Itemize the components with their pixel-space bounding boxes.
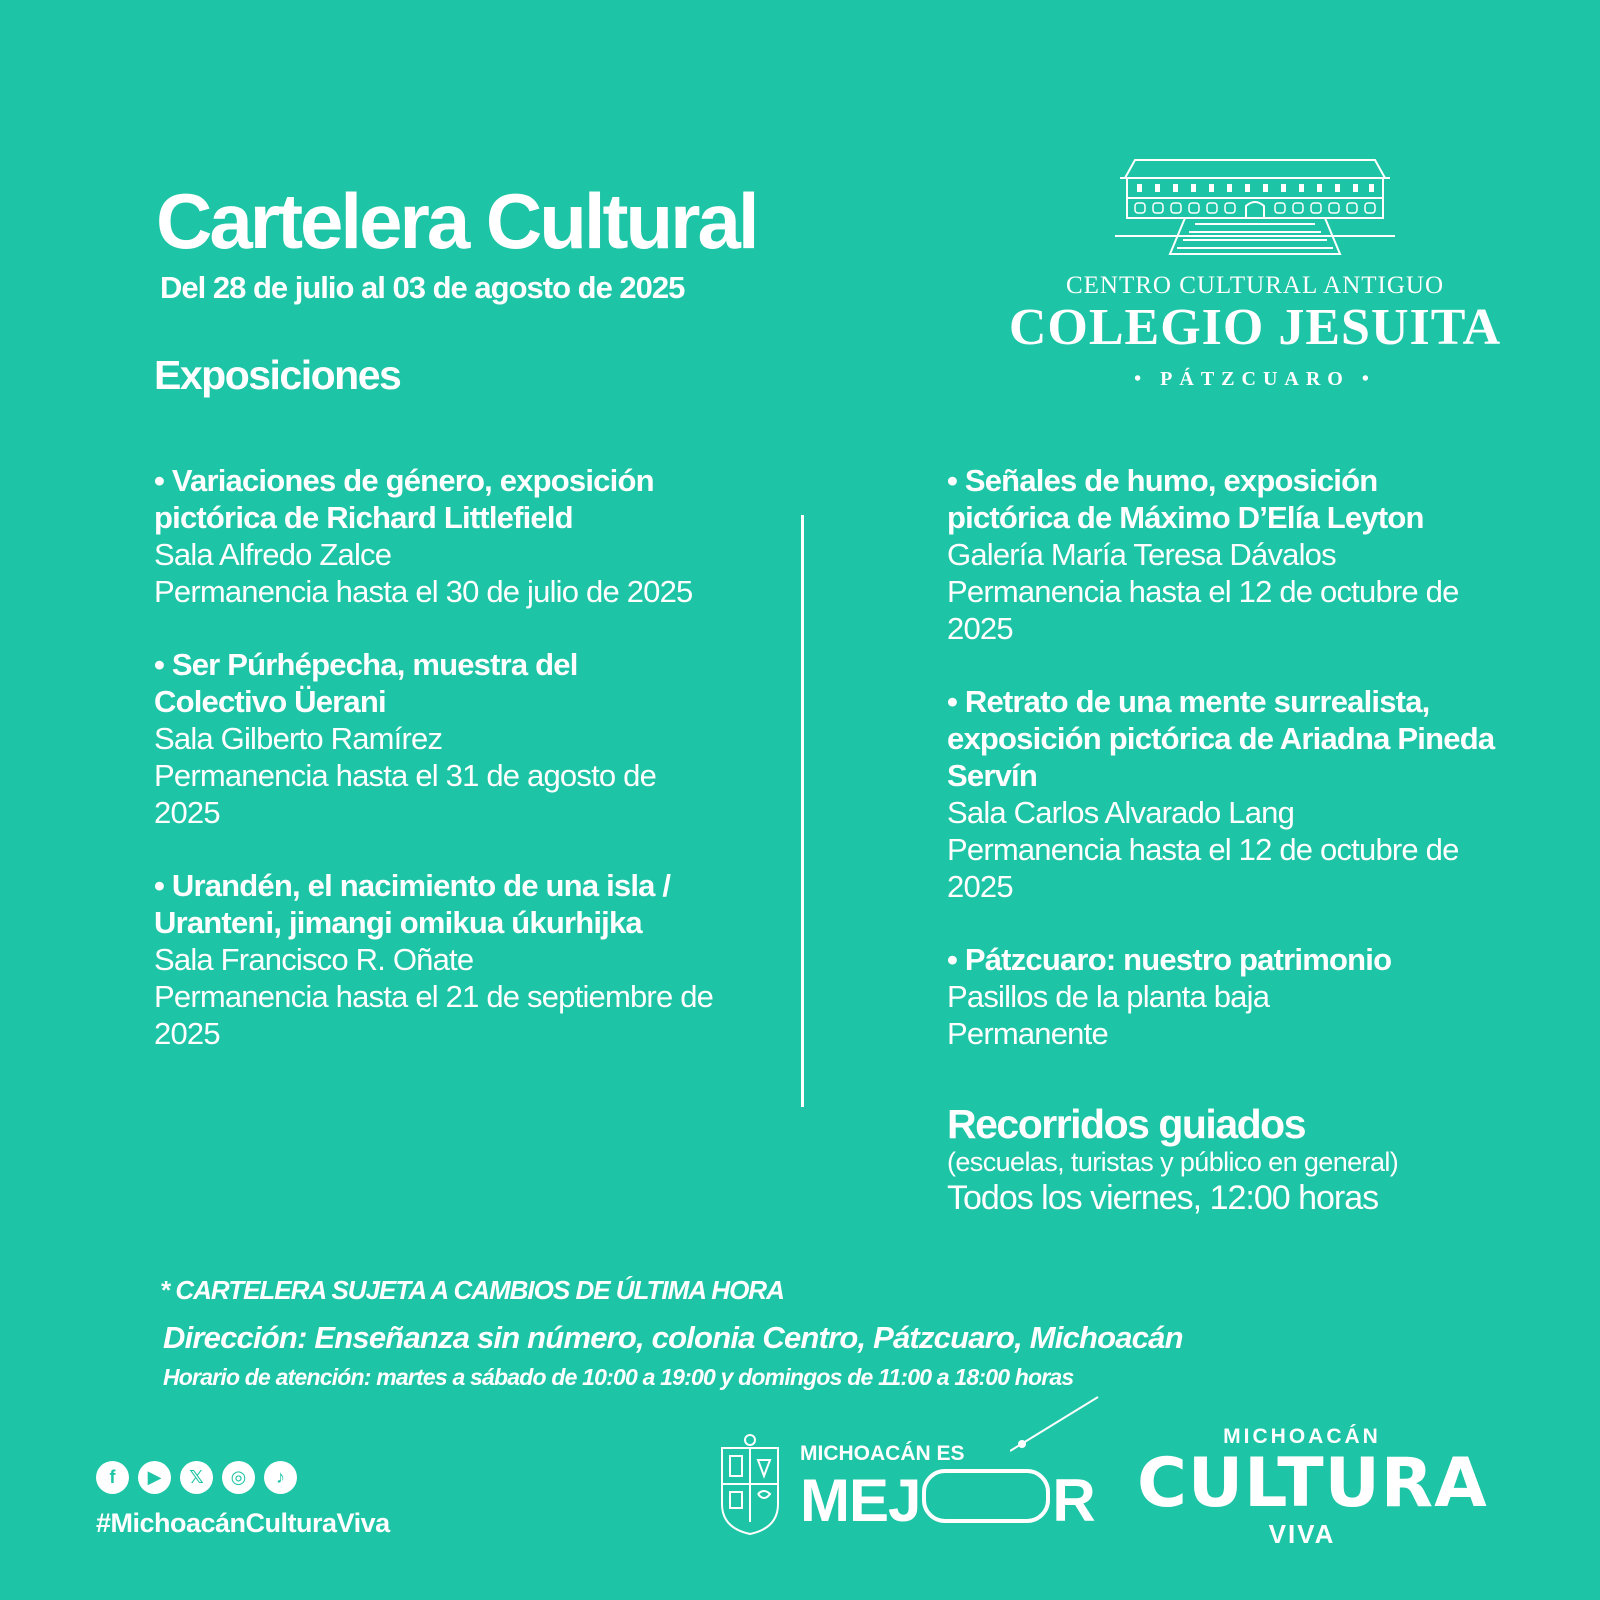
exhibition-dates: Permanencia hasta el 31 de agosto de 2025	[154, 758, 657, 830]
exhibition-venue: Galería María Teresa Dávalos	[947, 537, 1336, 572]
address: Dirección: Enseñanza sin número, colonia Centro, Pátzcuaro, Michoacán	[163, 1320, 1183, 1355]
cultura-viva-logo	[1137, 1425, 1488, 1550]
tiktok-icon[interactable]: ♪	[264, 1461, 297, 1494]
youtube-icon[interactable]: ▶	[138, 1461, 171, 1494]
exhibitions-left-column	[154, 462, 714, 1088]
exhibition-dates: Permanente	[947, 1016, 1108, 1051]
cultura-logo-bottom: VIVA	[1268, 1519, 1336, 1549]
cultura-logo-top: MICHOACÁN	[1223, 1425, 1381, 1448]
exhibition-venue: Sala Carlos Alvarado Lang	[947, 795, 1295, 830]
exhibition-item	[154, 646, 714, 831]
mich-logo-big-left: MEJ	[800, 1467, 921, 1534]
disclaimer: * CARTELERA SUJETA A CAMBIOS DE ÚLTIMA HORA	[160, 1275, 784, 1305]
exhibition-item	[947, 683, 1507, 905]
facebook-icon[interactable]: f	[96, 1461, 129, 1494]
column-divider	[801, 515, 804, 1107]
venue-logo-name: COLEGIO JESUITA	[1008, 299, 1502, 356]
date-range: Del 28 de julio al 03 de agosto de 2025	[160, 270, 685, 305]
exhibition-title: • Urandén, el nacimiento de una isla / Uranteni, jimangi omikua úkurhijka	[154, 868, 671, 940]
building-icon	[1115, 158, 1395, 258]
tours-title: Recorridos guiados	[947, 1101, 1306, 1147]
page-title: Cartelera Cultural	[156, 177, 757, 265]
opening-hours: Horario de atención: martes a sábado de 10:00 a 19:00 y domingos de 11:00 a 18:00 horas	[163, 1364, 1074, 1390]
instagram-icon[interactable]: ◎	[222, 1461, 255, 1494]
exhibition-dates: Permanencia hasta el 30 de julio de 2025	[154, 574, 693, 609]
exhibition-title: • Variaciones de género, exposición pictórica de Richard Littlefield	[154, 463, 654, 535]
venue-logo-line1: CENTRO CULTURAL ANTIGUO	[1065, 272, 1445, 299]
venue-logo-city: • PÁTZCUARO •	[1134, 368, 1376, 390]
colegio-jesuita-logo	[995, 158, 1515, 391]
exhibition-title: • Pátzcuaro: nuestro patrimonio	[947, 942, 1392, 977]
exhibition-item	[947, 462, 1507, 647]
exhibition-title: • Retrato de una mente surrealista, exposición pictórica de Ariadna Pineda Servín	[947, 684, 1495, 793]
exhibition-dates: Permanencia hasta el 21 de septiembre de 2025	[154, 979, 714, 1051]
exhibition-venue: Pasillos de la planta baja	[947, 979, 1270, 1014]
coat-of-arms-icon	[718, 1432, 782, 1536]
x-icon[interactable]: 𝕏	[180, 1461, 213, 1494]
section-heading-exhibitions: Exposiciones	[154, 352, 401, 398]
exhibitions-right-column	[947, 462, 1507, 1088]
tours-note: (escuelas, turistas y público en general)	[947, 1147, 1399, 1177]
exhibition-item	[947, 941, 1507, 1052]
exhibition-venue: Sala Francisco R. Oñate	[154, 942, 474, 977]
mich-logo-big	[800, 1466, 1095, 1535]
mich-logo-big-right: R	[1052, 1467, 1095, 1534]
social-icons	[96, 1461, 297, 1494]
mich-logo-small: MICHOACÁN ES	[800, 1442, 965, 1465]
exhibition-venue: Sala Alfredo Zalce	[154, 537, 392, 572]
exhibition-dates: Permanencia hasta el 12 de octubre de 2025	[947, 574, 1459, 646]
tours-schedule: Todos los viernes, 12:00 horas	[947, 1179, 1379, 1217]
exhibition-item	[154, 462, 714, 610]
hashtag: #MichoacánCulturaViva	[96, 1508, 390, 1538]
exhibition-title: • Ser Púrhépecha, muestra del Colectivo Üerani	[154, 647, 578, 719]
exhibition-item	[154, 867, 714, 1052]
exhibition-venue: Sala Gilberto Ramírez	[154, 721, 443, 756]
exhibition-dates: Permanencia hasta el 12 de octubre de 2025	[947, 832, 1459, 904]
guided-tours	[947, 1102, 1398, 1218]
cable-car-icon	[922, 1469, 1050, 1523]
exhibition-title: • Señales de humo, exposición pictórica de Máximo D’Elía Leyton	[947, 463, 1424, 535]
cable-line-icon	[1010, 1395, 1100, 1455]
cultura-logo-word: CULTURA	[1137, 1444, 1488, 1523]
